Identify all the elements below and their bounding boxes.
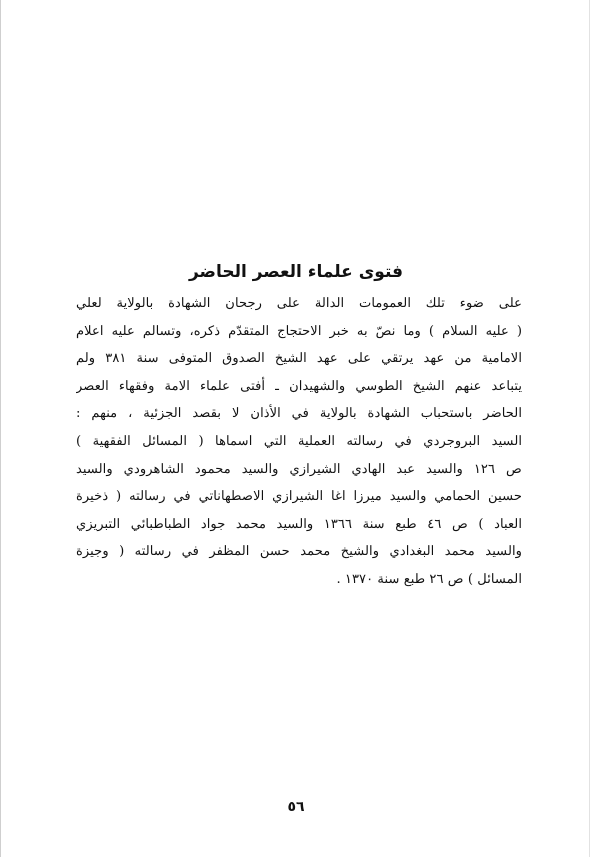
text-line: يتباعد عنهم الشيخ الطوسي والشهيدان ـ أفتى علماء الامة وفقهاء العصر: [76, 378, 522, 394]
section-heading: فتوى علماء العصر الحاضر: [188, 262, 404, 282]
text-line: العباد ) ص ٤٦ طبع سنة ١٣٦٦ والسيد محمد جواد الطباطبائي التبريزي: [76, 516, 522, 532]
text-line: المسائل ) ص ٢٦ طبع سنة ١٣٧٠ .: [336, 571, 522, 587]
text-line: على ضوء تلك العمومات الدالة على رجحان الشهادة بالولاية لعلي: [76, 296, 522, 311]
text-line: ( عليه السلام ) وما نصّ به خبر الاحتجاج المتقدّم ذكره، وتسالم عليه اعلام: [76, 323, 522, 339]
text-line: الامامية من عهد يرتقي على عهد الشيخ الصدوق المتوفى سنة ٣٨١ ولم: [76, 351, 522, 367]
text-line: حسين الحمامي والسيد ميرزا اغا الشيرازي الاصطهاناتي في رسالته ( ذخيرة: [76, 489, 522, 505]
page-number: ٥٦: [287, 799, 305, 815]
text-line: ص ١٢٦ والسيد عبد الهادي الشيرازي والسيد محمود الشاهرودي والسيد: [76, 461, 522, 477]
body-paragraph: [76, 290, 522, 594]
text-line: الحاضر باستحباب الشهادة بالولاية في الأذان لا بقصد الجزئية ، منهم :: [76, 406, 522, 422]
text-line: والسيد محمد البغدادي والشيخ محمد حسن المظفر في رسالته ( وجيزة: [76, 544, 522, 560]
text-line: السيد البروجردي في رسالته العملية التي اسماها ( المسائل الفقهية ): [76, 433, 522, 449]
